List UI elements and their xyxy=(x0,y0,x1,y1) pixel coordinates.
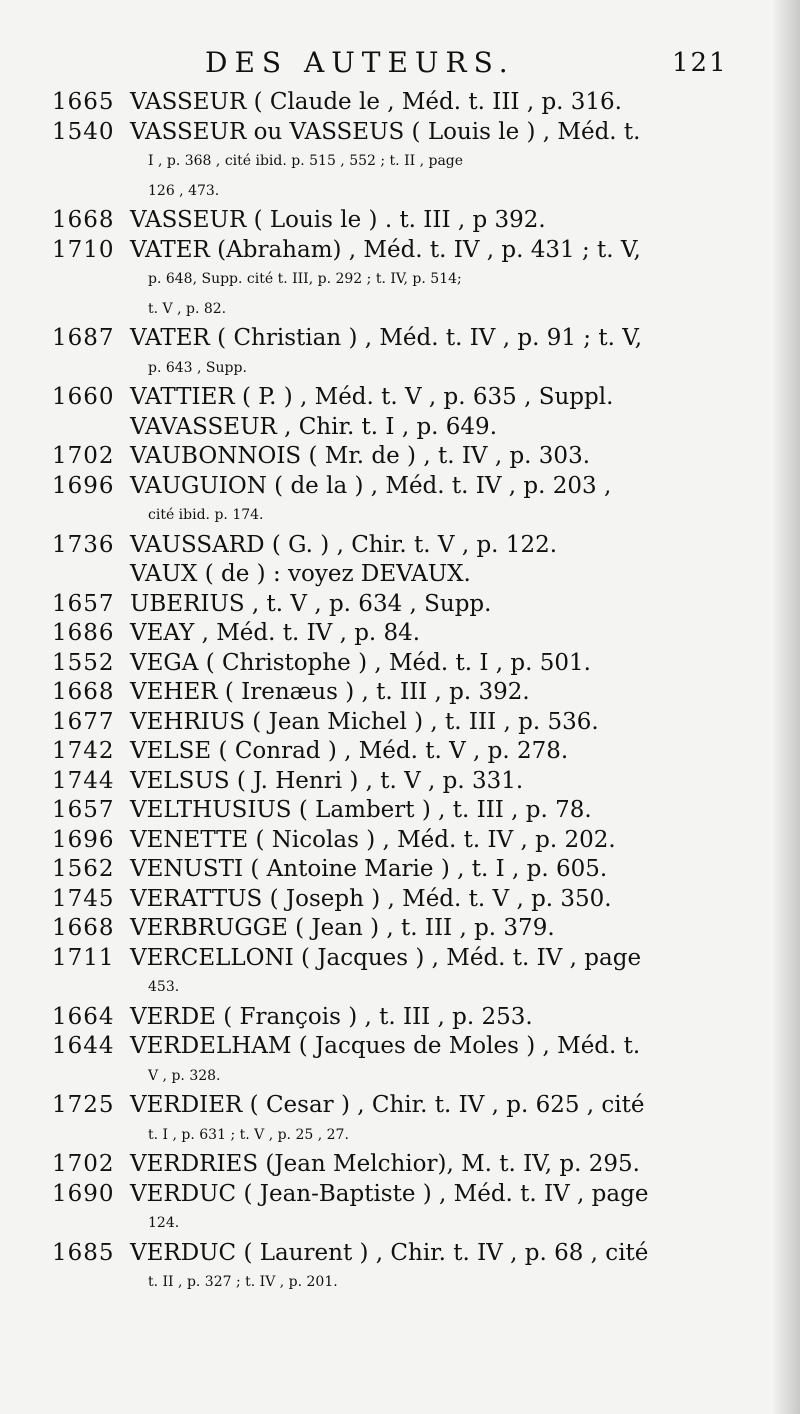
entry-continuation-line: 453. xyxy=(148,979,180,995)
index-entry xyxy=(0,383,800,413)
entry-continuation-line: t. II , p. 327 ; t. IV , p. 201. xyxy=(148,1274,338,1290)
entry-line: VAUGUION ( de la ) , Méd. t. IV , p. 203 , xyxy=(130,472,612,499)
index-entry xyxy=(0,413,800,443)
entry-year: 1657 xyxy=(52,797,115,823)
entry-line: VERDUC ( Jean-Baptiste ) , Méd. t. IV , page xyxy=(130,1180,649,1207)
entry-line: VENUSTI ( Antoine Marie ) , t. I , p. 605. xyxy=(130,856,608,882)
entry-year: 1702 xyxy=(52,1151,115,1177)
entry-year: 1711 xyxy=(52,944,115,971)
author-index-list xyxy=(0,88,800,1298)
entry-year: 1686 xyxy=(52,620,115,646)
index-entry xyxy=(0,826,800,856)
index-entry xyxy=(0,1150,800,1180)
entry-text xyxy=(130,1180,730,1239)
entry-text xyxy=(130,590,730,620)
entry-line: VEAY , Méd. t. IV , p. 84. xyxy=(130,620,421,646)
entry-text xyxy=(130,737,730,767)
entry-line: VEGA ( Christophe ) , Méd. t. I , p. 501. xyxy=(130,649,591,676)
entry-year: 1644 xyxy=(52,1033,115,1059)
index-entry xyxy=(0,796,800,826)
entry-continuation-line: V , p. 328. xyxy=(148,1067,221,1084)
entry-continuation-line: cité ibid. p. 174. xyxy=(148,507,264,523)
index-entry xyxy=(0,737,800,767)
entry-continuation-line: t. V , p. 82. xyxy=(148,300,227,317)
entry-year: 1690 xyxy=(52,1180,115,1207)
entry-year: 1710 xyxy=(52,236,115,263)
index-entry xyxy=(0,708,800,738)
index-entry xyxy=(0,678,800,708)
running-head: DES AUTEURS. xyxy=(205,46,515,79)
entry-text xyxy=(130,236,730,325)
entry-line: VERATTUS ( Joseph ) , Méd. t. V , p. 350. xyxy=(130,885,612,912)
entry-year: 1540 xyxy=(52,118,115,145)
entry-text xyxy=(130,855,730,885)
entry-line: UBERIUS , t. V , p. 634 , Supp. xyxy=(130,590,492,617)
entry-line: VERDE ( François ) , t. III , p. 253. xyxy=(130,1003,533,1030)
entry-continuation-line: p. 643 , Supp. xyxy=(148,359,247,376)
index-entry xyxy=(0,914,800,944)
entry-line: VEHRIUS ( Jean Michel ) , t. III , p. 536. xyxy=(130,708,599,735)
entry-line: VELSUS ( J. Henri ) , t. V , p. 331. xyxy=(130,767,524,794)
entry-year: 1677 xyxy=(52,708,115,735)
entry-text xyxy=(130,1150,730,1180)
entry-text xyxy=(130,885,730,915)
entry-text xyxy=(130,796,730,826)
entry-text xyxy=(130,767,730,797)
entry-text xyxy=(130,1239,730,1298)
entry-line: VERDIER ( Cesar ) , Chir. t. IV , p. 625 , cité xyxy=(130,1092,645,1118)
index-entry xyxy=(0,885,800,915)
entry-text xyxy=(130,560,730,590)
entry-year: 1668 xyxy=(52,207,115,233)
entry-line: VERBRUGGE ( Jean ) , t. III , p. 379. xyxy=(130,915,555,941)
entry-year: 1745 xyxy=(52,885,115,912)
entry-line: VAUBONNOIS ( Mr. de ) , t. IV , p. 303. xyxy=(130,443,591,469)
entry-line: VERDRIES (Jean Melchior), M. t. IV, p. 295. xyxy=(130,1151,640,1177)
entry-line: VELSE ( Conrad ) , Méd. t. V , p. 278. xyxy=(130,738,569,764)
index-entry xyxy=(0,442,800,472)
entry-text xyxy=(130,531,730,561)
index-entry xyxy=(0,944,800,1003)
entry-year: 1696 xyxy=(52,826,115,853)
entry-line: VATER ( Christian ) , Méd. t. IV , p. 91 ; t. V, xyxy=(130,325,643,351)
index-entry xyxy=(0,767,800,797)
entry-line: VAUSSARD ( G. ) , Chir. t. V , p. 122. xyxy=(130,531,558,558)
index-entry xyxy=(0,324,800,383)
entry-line: VATER (Abraham) , Méd. t. IV , p. 431 ; t. V, xyxy=(130,236,641,263)
entry-year: 1744 xyxy=(52,767,115,794)
entry-year: 1660 xyxy=(52,384,115,410)
entry-year: 1668 xyxy=(52,915,115,941)
entry-text xyxy=(130,324,730,383)
entry-year: 1696 xyxy=(52,472,115,499)
entry-line: VERDELHAM ( Jacques de Moles ) , Méd. t. xyxy=(130,1033,641,1059)
entry-text xyxy=(130,619,730,649)
entry-line: VASSEUR ( Claude le , Méd. t. III , p. 316. xyxy=(130,89,622,115)
index-entry xyxy=(0,649,800,679)
index-entry xyxy=(0,88,800,118)
entry-year: 1665 xyxy=(52,89,115,115)
entry-continuation-line: 126 , 473. xyxy=(148,182,220,199)
entry-text xyxy=(130,1091,730,1150)
entry-line: VERDUC ( Laurent ) , Chir. t. IV , p. 68 , cité xyxy=(130,1239,649,1266)
entry-text xyxy=(130,1032,730,1091)
index-entry xyxy=(0,1032,800,1091)
entry-year: 1702 xyxy=(52,443,115,469)
index-entry xyxy=(0,236,800,325)
index-entry xyxy=(0,1003,800,1033)
index-entry xyxy=(0,619,800,649)
entry-text xyxy=(130,118,730,207)
entry-text xyxy=(130,383,730,413)
page-header xyxy=(0,46,800,86)
entry-text xyxy=(130,472,730,531)
index-entry xyxy=(0,1091,800,1150)
index-entry xyxy=(0,531,800,561)
index-entry xyxy=(0,1239,800,1298)
entry-text xyxy=(130,206,730,236)
entry-year: 1687 xyxy=(52,325,115,351)
entry-line: VASSEUR ou VASSEUS ( Louis le ) , Méd. t. xyxy=(130,118,641,145)
entry-continuation-line: 124. xyxy=(148,1215,180,1231)
entry-text xyxy=(130,708,730,738)
entry-text xyxy=(130,914,730,944)
entry-continuation-line: p. 648, Supp. cité t. III, p. 292 ; t. IV, p. 514; xyxy=(148,271,462,287)
entry-text xyxy=(130,1003,730,1033)
entry-text xyxy=(130,413,730,443)
entry-line: VATTIER ( P. ) , Méd. t. V , p. 635 , Suppl. xyxy=(130,384,614,410)
entry-line: VELTHUSIUS ( Lambert ) , t. III , p. 78. xyxy=(130,797,592,823)
entry-year: 1742 xyxy=(52,738,115,764)
entry-line: VASSEUR ( Louis le ) . t. III , p 392. xyxy=(130,207,546,233)
entry-text xyxy=(130,442,730,472)
entry-year: 1562 xyxy=(52,856,115,882)
index-entry xyxy=(0,560,800,590)
entry-line: VENETTE ( Nicolas ) , Méd. t. IV , p. 202. xyxy=(130,826,616,853)
index-entry xyxy=(0,118,800,207)
index-entry xyxy=(0,206,800,236)
index-entry xyxy=(0,1180,800,1239)
entry-line: VAVASSEUR , Chir. t. I , p. 649. xyxy=(130,413,498,440)
index-entry xyxy=(0,855,800,885)
index-entry xyxy=(0,590,800,620)
entry-text xyxy=(130,826,730,856)
entry-year: 1668 xyxy=(52,679,115,705)
entry-line: VEHER ( Irenæus ) , t. III , p. 392. xyxy=(130,679,530,705)
entry-text xyxy=(130,678,730,708)
entry-line: VERCELLONI ( Jacques ) , Méd. t. IV , page xyxy=(130,944,642,971)
entry-text xyxy=(130,88,730,118)
entry-year: 1664 xyxy=(52,1003,115,1030)
entry-year: 1736 xyxy=(52,531,115,558)
page-number: 121 xyxy=(672,48,728,78)
entry-line: VAUX ( de ) : voyez DEVAUX. xyxy=(130,561,471,587)
entry-year: 1657 xyxy=(52,590,115,617)
entry-text xyxy=(130,649,730,679)
entry-continuation-line: t. I , p. 631 ; t. V , p. 25 , 27. xyxy=(148,1126,349,1143)
index-entry xyxy=(0,472,800,531)
entry-text xyxy=(130,944,730,1003)
entry-year: 1725 xyxy=(52,1092,115,1118)
entry-year: 1552 xyxy=(52,649,115,676)
entry-continuation-line: I , p. 368 , cité ibid. p. 515 , 552 ; t. II , page xyxy=(148,153,464,169)
entry-year: 1685 xyxy=(52,1239,115,1266)
